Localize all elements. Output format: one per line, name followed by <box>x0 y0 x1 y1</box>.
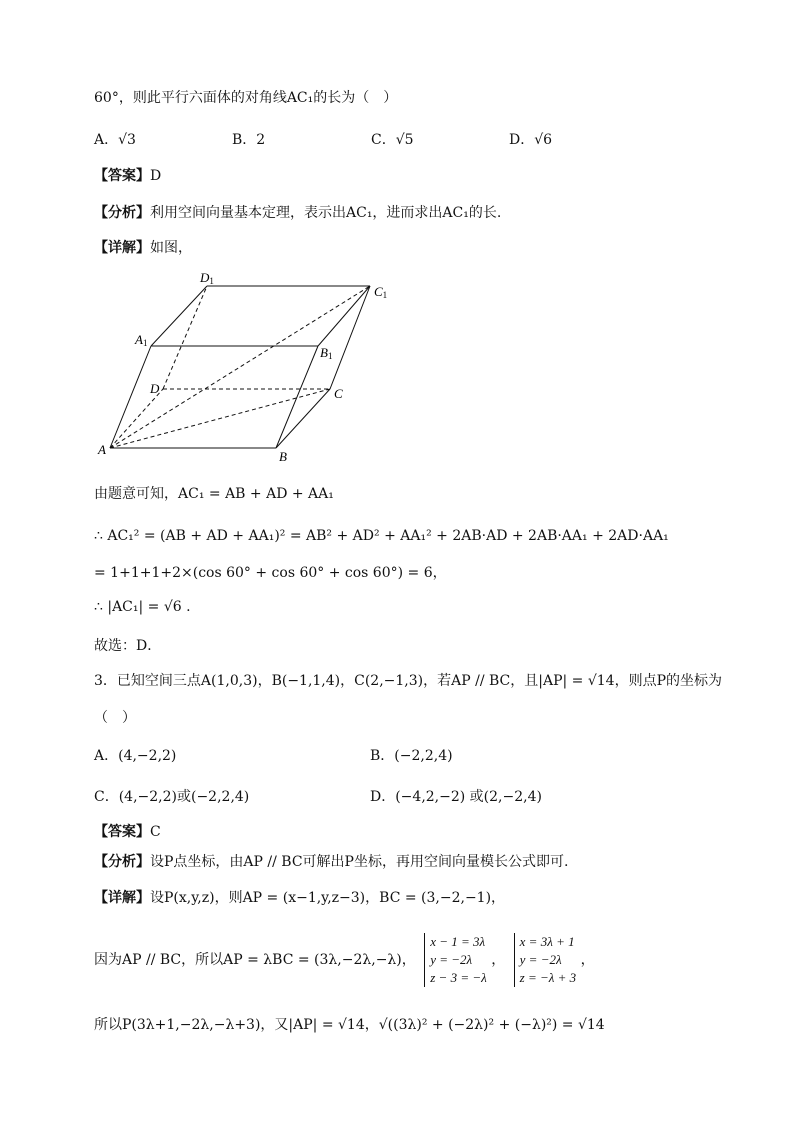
q3-stem-tail: （ ） <box>94 710 136 726</box>
q2-option-a: A．√3 <box>94 132 136 148</box>
detail-tag: 【详解】 <box>94 240 150 256</box>
q3-analysis <box>94 852 568 872</box>
analysis-text: 设P点坐标，由AP // BC可解出P坐标，再用空间向量模长公式即可. <box>150 854 569 870</box>
system-2-line: y = −2λ <box>519 952 562 967</box>
answer-tag: 【答案】 <box>94 168 150 184</box>
q3-detail-2 <box>94 933 595 987</box>
q2-option-b: B．2 <box>232 132 266 148</box>
system-2-line: z = −λ + 3 <box>519 970 577 985</box>
edge-c-c1 <box>330 286 370 389</box>
q2-option-c: C．√5 <box>371 132 414 148</box>
q3-option-a: A．(4,−2,2) <box>94 748 177 764</box>
q2-step-2: ∴ AC₁² = (AB + AD + AA₁)² = AB² + AD² + AA₁² + 2AB·AD + 2AB·AA₁ + 2AD·AA₁ <box>94 528 669 544</box>
detail-tag: 【详解】 <box>94 890 150 906</box>
analysis-tag: 【分析】 <box>94 854 150 870</box>
edge-b-b1 <box>276 346 318 448</box>
analysis-text: 利用空间向量基本定理，表示出AC₁，进而求出AC₁的长. <box>150 205 502 221</box>
label-b1: B1 <box>320 345 333 361</box>
edge-b-c <box>276 389 330 448</box>
label-d: D <box>150 381 160 396</box>
label-d1: D1 <box>200 270 214 286</box>
system-2-line: x = 3λ + 1 <box>519 934 575 949</box>
label-b: B <box>279 449 287 464</box>
edge-b1-c1 <box>318 286 370 346</box>
analysis-tag: 【分析】 <box>94 205 150 221</box>
separator: ， <box>580 952 595 968</box>
system-1-line: y = −2λ <box>430 952 473 967</box>
separator: ， <box>491 952 506 968</box>
system-1-line: x − 1 = 3λ <box>430 934 486 949</box>
q3-detail-1 <box>94 888 505 908</box>
parallelepiped-figure <box>90 264 410 469</box>
q3-detail-3: 所以P(3λ+1,−2λ,−λ+3)，又|AP| = √14，√((3λ)² + (−2λ)² + (−λ)²) = √14 <box>94 1017 605 1033</box>
q3-stem: 3．已知空间三点A(1,0,3)，B(−1,1,4)，C(2,−1,3)，若AP // BC，且|AP| = √14，则点P的坐标为 <box>94 673 722 689</box>
label-c: C <box>334 386 343 401</box>
q3-option-d: D．(−4,2,−2) 或(2,−2,4) <box>370 789 542 805</box>
q2-option-d: D．√6 <box>509 132 553 148</box>
q2-analysis <box>94 203 501 223</box>
q2-detail-intro <box>94 238 192 258</box>
equation-system-2 <box>514 933 577 987</box>
label-a1: A1 <box>135 332 148 348</box>
diagonal-a-c1 <box>110 286 370 448</box>
hidden-edge-d-d1 <box>163 286 207 389</box>
q3-option-c: C．(4,−2,2)或(−2,2,4) <box>94 789 250 805</box>
q3-answer <box>94 822 161 842</box>
answer-value: C <box>150 824 161 840</box>
q2-step-4: ∴ |AC₁| = √6 . <box>94 599 191 615</box>
q2-conclusion: 故选：D． <box>94 638 162 654</box>
answer-value: D <box>150 168 162 184</box>
edge-a1-d1 <box>151 286 207 346</box>
detail-text: 如图， <box>150 240 192 256</box>
system-1-line: z − 3 = −λ <box>430 970 487 985</box>
edge-a-a1 <box>110 346 151 448</box>
hidden-edge-a-d <box>110 389 163 448</box>
detail-2-text: 因为AP // BC，所以AP = λBC = (3λ,−2λ,−λ)， <box>94 952 416 968</box>
answer-tag: 【答案】 <box>94 824 150 840</box>
equation-system-1 <box>424 933 487 987</box>
label-c1: C1 <box>374 284 388 300</box>
detail-text: 设P(x,y,z)，则AP = (x−1,y,z−3)，BC = (3,−2,−1)， <box>150 890 506 906</box>
q3-option-b: B．(−2,2,4) <box>370 748 453 764</box>
q2-step-1: 由题意可知，AC₁ = AB + AD + AA₁ <box>94 486 334 502</box>
q2-step-3: = 1+1+1+2×(cos 60° + cos 60° + cos 60°) = 6， <box>94 565 447 581</box>
q2-stem: 60°，则此平行六面体的对角线AC₁的长为（ ） <box>94 90 398 106</box>
q2-answer <box>94 166 161 186</box>
label-a: A <box>98 442 106 457</box>
